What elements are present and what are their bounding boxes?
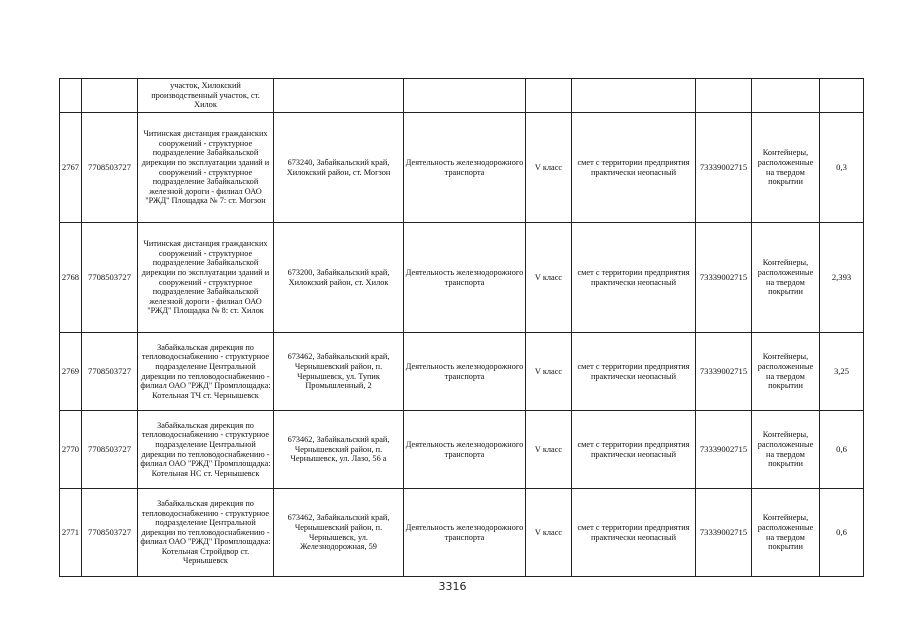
cell-fkko: 73339002715 — [696, 223, 752, 333]
cell-placement: Контейнеры, расположенные на твердом покрытии — [752, 223, 820, 333]
cell-fkko: 73339002715 — [696, 411, 752, 489]
cell-hazard-class: V класс — [526, 411, 572, 489]
cell-no — [60, 79, 82, 113]
cell-amount: 0,6 — [820, 489, 864, 577]
cell-hazard-class: V класс — [526, 113, 572, 223]
cell-no: 2770 — [60, 411, 82, 489]
cell-activity — [404, 79, 526, 113]
cell-address: 673462, Забайкальский край, Чернышевский район, п. Чернышевск, ул. Лазо, 56 а — [274, 411, 404, 489]
cell-activity: Деятельность железнодорожного транспорта — [404, 223, 526, 333]
cell-inn: 7708503727 — [82, 113, 138, 223]
cell-inn: 7708503727 — [82, 223, 138, 333]
cell-address: 673462, Забайкальский край, Чернышевский район, п. Чернышевск, ул. Железнодорожная, 59 — [274, 489, 404, 577]
cell-activity: Деятельность железнодорожного транспорта — [404, 333, 526, 411]
cell-amount: 2,393 — [820, 223, 864, 333]
cell-activity: Деятельность железнодорожного транспорта — [404, 489, 526, 577]
cell-address: 673240, Забайкальский край, Хилокский район, ст. Могзон — [274, 113, 404, 223]
cell-waste — [572, 79, 696, 113]
cell-name: Забайкальская дирекция по тепловодоснабжению - структурное подразделение Центральной дирекции по тепловодоснабжению - филиал ОАО "РЖД" Промплощадка: Котельная НС ст. Чернышевск — [138, 411, 274, 489]
cell-name: Забайкальская дирекция по тепловодоснабжению - структурное подразделение Центральной дирекции по тепловодоснабжению - филиал ОАО "РЖД" Промплощадка: Котельная ТЧ ст. Чернышевск — [138, 333, 274, 411]
cell-inn: 7708503727 — [82, 411, 138, 489]
table-row-continuation — [60, 79, 864, 113]
cell-amount — [820, 79, 864, 113]
cell-waste: смет с территории предприятия практически неопасный — [572, 333, 696, 411]
cell-waste: смет с территории предприятия практически неопасный — [572, 223, 696, 333]
cell-placement: Контейнеры, расположенные на твердом покрытии — [752, 489, 820, 577]
table-row — [60, 333, 864, 411]
cell-fkko — [696, 79, 752, 113]
cell-name: Читинская дистанция гражданских сооружений - структурное подразделение Забайкальской дирекции по эксплуатации зданий и сооружений - структурное подразделение Забайкальской железной дороги - филиал ОАО "РЖД" Площадка № 8: ст. Хилок — [138, 223, 274, 333]
cell-placement — [752, 79, 820, 113]
page-number: 3316 — [438, 580, 467, 593]
cell-inn: 7708503727 — [82, 489, 138, 577]
table-row — [60, 411, 864, 489]
cell-waste: смет с территории предприятия практически неопасный — [572, 113, 696, 223]
cell-name: Читинская дистанция гражданских сооружений - структурное подразделение Забайкальской дирекции по эксплуатации зданий и сооружений - структурное подразделение Забайкальской железной дороги - филиал ОАО "РЖД" Площадка № 7: ст. Могзон — [138, 113, 274, 223]
table-row — [60, 223, 864, 333]
cell-no: 2768 — [60, 223, 82, 333]
cell-waste: смет с территории предприятия практически неопасный — [572, 411, 696, 489]
table-row — [60, 113, 864, 223]
cell-amount: 3,25 — [820, 333, 864, 411]
waste-registry-table — [59, 78, 864, 577]
cell-no: 2769 — [60, 333, 82, 411]
cell-address — [274, 79, 404, 113]
cell-amount: 0,3 — [820, 113, 864, 223]
cell-address: 673200, Забайкальский край, Хилокский район, ст. Хилок — [274, 223, 404, 333]
cell-placement: Контейнеры, расположенные на твердом покрытии — [752, 411, 820, 489]
cell-hazard-class: V класс — [526, 489, 572, 577]
cell-activity: Деятельность железнодорожного транспорта — [404, 113, 526, 223]
cell-name: Забайкальская дирекция по тепловодоснабжению - структурное подразделение Центральной дирекции по тепловодоснабжению - филиал ОАО "РЖД" Промплощадка: Котельная Стройдвор ст. Чернышевск — [138, 489, 274, 577]
cell-placement: Контейнеры, расположенные на твердом покрытии — [752, 333, 820, 411]
cell-inn: 7708503727 — [82, 333, 138, 411]
cell-no: 2767 — [60, 113, 82, 223]
cell-fkko: 73339002715 — [696, 113, 752, 223]
table-row — [60, 489, 864, 577]
cell-name: участок, Хилокский производственный участок, ст. Хилок — [138, 79, 274, 113]
cell-hazard-class: V класс — [526, 333, 572, 411]
cell-address: 673462, Забайкальский край, Чернышевский район, п. Чернышевск, ул. Тупик Промышленный, 2 — [274, 333, 404, 411]
cell-hazard-class: V класс — [526, 223, 572, 333]
cell-placement: Контейнеры, расположенные на твердом покрытии — [752, 113, 820, 223]
cell-activity: Деятельность железнодорожного транспорта — [404, 411, 526, 489]
cell-hazard-class — [526, 79, 572, 113]
cell-amount: 0,6 — [820, 411, 864, 489]
cell-waste: смет с территории предприятия практически неопасный — [572, 489, 696, 577]
cell-fkko: 73339002715 — [696, 489, 752, 577]
cell-inn — [82, 79, 138, 113]
cell-no: 2771 — [60, 489, 82, 577]
cell-fkko: 73339002715 — [696, 333, 752, 411]
